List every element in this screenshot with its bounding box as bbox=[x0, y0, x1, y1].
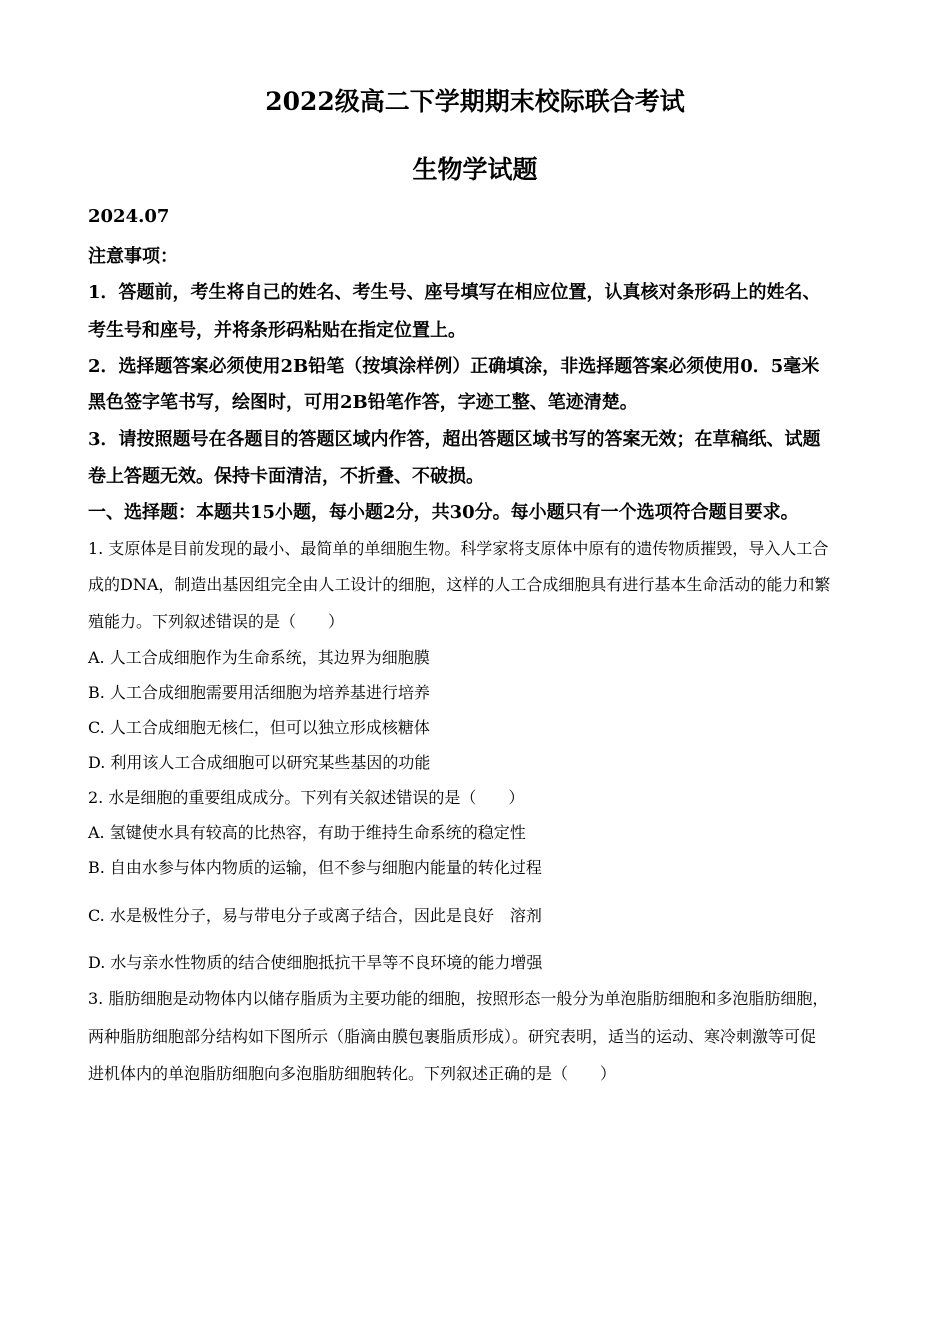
question-2-stem: 2. 水是细胞的重要组成成分。下列有关叙述错误的是（ ） bbox=[88, 788, 525, 807]
question-3-stem: 3. 脂肪细胞是动物体内以储存脂质为主要功能的细胞，按照形态一般分为单泡脂肪细胞和多泡脂肪细胞， bbox=[88, 989, 829, 1008]
section-heading: 一、选择题：本题共15小题，每小题2分，共30分。每小题只有一个选项符合题目要求。 bbox=[88, 502, 799, 523]
question-1-stem: 成的DNA，制造出基因组完全由人工设计的细胞，这样的人工合成细胞具有进行基本生命活动的能力和繁 bbox=[88, 575, 831, 594]
question-1-stem: 殖能力。下列叙述错误的是（ ） bbox=[88, 612, 345, 631]
question-3-stem: 进机体内的单泡脂肪细胞向多泡脂肪细胞转化。下列叙述正确的是（ ） bbox=[88, 1064, 617, 1083]
question-2-option-d: D. 水与亲水性物质的结合使细胞抵抗干旱等不良环境的能力增强 bbox=[88, 953, 543, 972]
notice-line: 考生号和座号，并将条形码粘贴在指定位置上。 bbox=[88, 320, 466, 341]
notice-line: 3．请按照题号在各题目的答题区域内作答，超出答题区域书写的答案无效；在草稿纸、试题 bbox=[88, 429, 821, 450]
question-1-option-d: D. 利用该人工合成细胞可以研究某些基因的功能 bbox=[88, 753, 431, 772]
question-1-stem: 1. 支原体是目前发现的最小、最简单的单细胞生物。科学家将支原体中原有的遗传物质摧毁，导入人工合 bbox=[88, 539, 829, 558]
exam-subtitle: 生物学试题 bbox=[412, 155, 538, 184]
exam-date: 2024.07 bbox=[88, 206, 170, 227]
notice-line: 2．选择题答案必须使用2B铅笔（按填涂样例）正确填涂，非选择题答案必须使用0．5毫米 bbox=[88, 356, 820, 377]
question-1-option-a: A. 人工合成细胞作为生命系统，其边界为细胞膜 bbox=[88, 648, 430, 667]
question-2-option-b: B. 自由水参与体内物质的运输，但不参与细胞内能量的转化过程 bbox=[88, 858, 542, 877]
notice-line: 卷上答题无效。保持卡面清洁，不折叠、不破损。 bbox=[88, 466, 484, 487]
question-1-option-c: C. 人工合成细胞无核仁，但可以独立形成核糖体 bbox=[88, 718, 430, 737]
question-3-stem: 两种脂肪细胞部分结构如下图所示（脂滴由膜包裹脂质形成）。研究表明，适当的运动、寒冷刺激等可促 bbox=[88, 1027, 817, 1046]
notice-heading: 注意事项： bbox=[88, 246, 178, 267]
question-1-option-b: B. 人工合成细胞需要用活细胞为培养基进行培养 bbox=[88, 683, 430, 702]
exam-title: 2022级高二下学期期末校际联合考试 bbox=[265, 87, 685, 116]
notice-line: 1．答题前，考生将自己的姓名、考生号、座号填写在相应位置，认真核对条形码上的姓名、 bbox=[88, 282, 821, 303]
notice-line: 黑色签字笔书写，绘图时，可用2B铅笔作答，字迹工整、笔迹清楚。 bbox=[88, 392, 638, 413]
question-2-option-a: A. 氢键使水具有较高的比热容，有助于维持生命系统的稳定性 bbox=[88, 823, 526, 842]
question-2-option-c: C. 水是极性分子，易与带电分子或离子结合，因此是良好 溶剂 bbox=[88, 906, 542, 925]
